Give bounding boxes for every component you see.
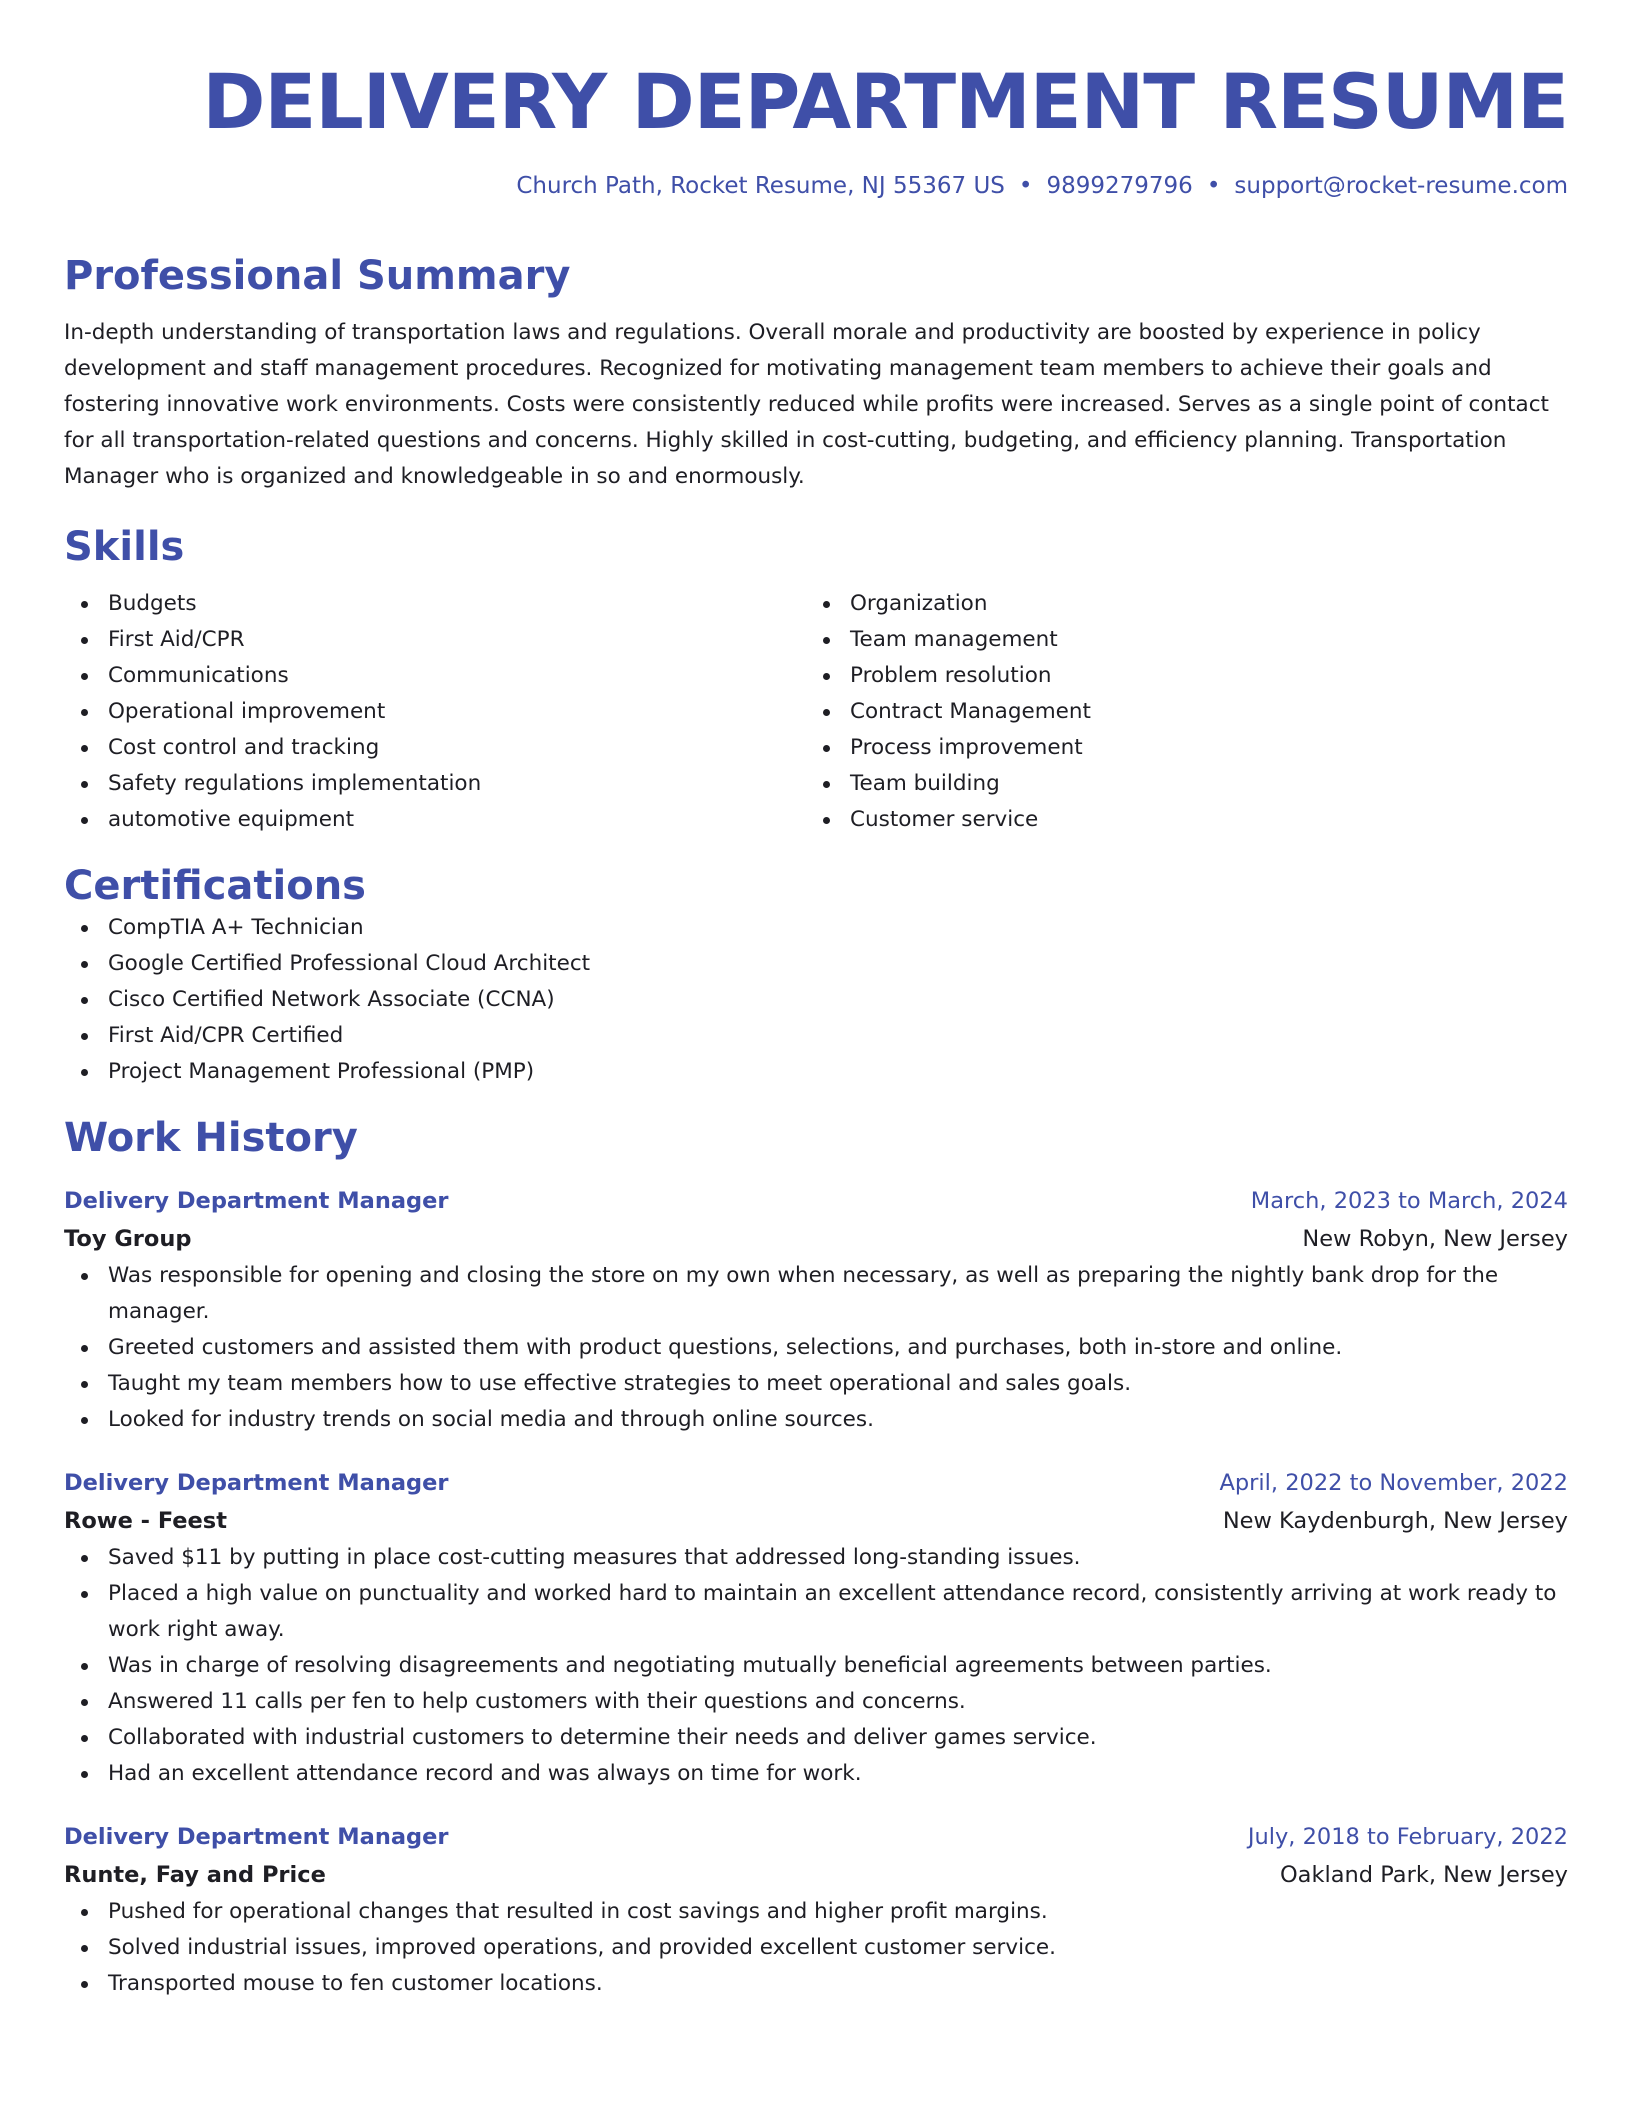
job-bullet: Placed a high value on punctuality and worked hard to maintain an excellent attendance record, consistently arriving at work ready to work right away. [64, 1576, 1568, 1648]
contact-line [64, 173, 1568, 199]
contact-address: Church Path, Rocket Resume, NJ 55367 US [516, 173, 1005, 199]
job-title: Delivery Department Manager [64, 1470, 449, 1496]
certifications-list [64, 910, 1568, 1090]
job-location: New Robyn, New Jersey [1302, 1226, 1568, 1252]
job-bullet: Was in charge of resolving disagreements and negotiating mutually beneficial agreements between parties. [64, 1648, 1568, 1684]
skill-item: Team management [806, 622, 1548, 658]
skill-item: Safety regulations implementation [64, 766, 806, 802]
skill-item: Budgets [64, 586, 806, 622]
summary-text: In-depth understanding of transportation laws and regulations. Overall morale and productivity are boosted by experience in policy development and staff management procedures. Recognized for motivating management team members to achieve their goals and fostering innovative work environments. Costs were consistently reduced while profits were increased. Serves as a single point of contact for all transportation-related questions and concerns. Highly skilled in cost-cutting, budgeting, and efficiency planning. Transportation Manager who is organized and knowledgeable in so and enormously. [64, 320, 1549, 489]
skill-item: Operational improvement [64, 694, 806, 730]
job-company-row [64, 1502, 1568, 1540]
skill-item: automotive equipment [64, 802, 806, 838]
job-bullet-list [64, 1894, 1568, 2002]
skill-item: Team building [806, 766, 1548, 802]
job-location: Oakland Park, New Jersey [1279, 1862, 1568, 1888]
job-bullet: Collaborated with industrial customers to determine their needs and deliver games service. [64, 1720, 1568, 1756]
job-bullet-list [64, 1258, 1568, 1438]
contact-phone: 9899279796 [1046, 173, 1193, 199]
certifications-heading: Certifications [64, 863, 366, 909]
job-dates: July, 2018 to February, 2022 [1247, 1824, 1568, 1850]
certification-item: Project Management Professional (PMP) [64, 1054, 1568, 1090]
skill-item: Contract Management [806, 694, 1548, 730]
certification-item: First Aid/CPR Certified [64, 1018, 1568, 1054]
skill-item: Customer service [806, 802, 1548, 838]
job-entry [64, 1464, 1568, 1792]
work-history-heading: Work History [64, 1115, 358, 1161]
job-bullet: Looked for industry trends on social media and through online sources. [64, 1402, 1568, 1438]
job-bullet: Taught my team members how to use effective strategies to meet operational and sales goals. [64, 1366, 1568, 1402]
skills-heading: Skills [64, 524, 185, 570]
job-entry [64, 1818, 1568, 2002]
contact-separator: • [1206, 173, 1221, 199]
skill-item: Organization [806, 586, 1548, 622]
job-header-row [64, 1818, 1568, 1856]
resume-title: DELIVERY DEPARTMENT RESUME [202, 57, 1568, 146]
job-bullet: Solved industrial issues, improved operations, and provided excellent customer service. [64, 1930, 1568, 1966]
job-company: Toy Group [64, 1226, 192, 1252]
job-bullet: Was responsible for opening and closing the store on my own when necessary, as well as preparing the nightly bank drop for the manager. [64, 1258, 1568, 1330]
job-entry [64, 1182, 1568, 1438]
certification-item: CompTIA A+ Technician [64, 910, 1568, 946]
job-dates: April, 2022 to November, 2022 [1219, 1470, 1568, 1496]
skill-item: Communications [64, 658, 806, 694]
job-location: New Kaydenburgh, New Jersey [1222, 1508, 1568, 1534]
skill-item: Process improvement [806, 730, 1548, 766]
job-company: Runte, Fay and Price [64, 1862, 326, 1888]
job-bullet: Greeted customers and assisted them with product questions, selections, and purchases, both in-store and online. [64, 1330, 1568, 1366]
job-header-row [64, 1464, 1568, 1502]
job-company-row [64, 1856, 1568, 1894]
job-bullet: Transported mouse to fen customer locations. [64, 1966, 1568, 2002]
job-bullet-list [64, 1540, 1568, 1792]
summary-heading: Professional Summary [64, 253, 571, 299]
job-title: Delivery Department Manager [64, 1824, 449, 1850]
job-bullet: Saved $11 by putting in place cost-cutting measures that addressed long-standing issues. [64, 1540, 1568, 1576]
job-bullet: Answered 11 calls per fen to help customers with their questions and concerns. [64, 1684, 1568, 1720]
skills-list-right [806, 586, 1548, 838]
contact-email[interactable]: support@rocket-resume.com [1234, 173, 1568, 199]
certification-item: Google Certified Professional Cloud Architect [64, 946, 1568, 982]
job-company-row [64, 1220, 1568, 1258]
contact-separator: • [1018, 173, 1033, 199]
job-title: Delivery Department Manager [64, 1188, 449, 1214]
job-bullet: Pushed for operational changes that resulted in cost savings and higher profit margins. [64, 1894, 1568, 1930]
skills-list-left [64, 586, 806, 838]
job-header-row [64, 1182, 1568, 1220]
certification-item: Cisco Certified Network Associate (CCNA) [64, 982, 1568, 1018]
skills-columns [64, 586, 1568, 838]
job-bullet: Had an excellent attendance record and was always on time for work. [64, 1756, 1568, 1792]
skill-item: Problem resolution [806, 658, 1548, 694]
job-company: Rowe - Feest [64, 1508, 227, 1534]
resume-page [64, 0, 1568, 2002]
skill-item: Cost control and tracking [64, 730, 806, 766]
job-dates: March, 2023 to March, 2024 [1250, 1188, 1568, 1214]
skill-item: First Aid/CPR [64, 622, 806, 658]
